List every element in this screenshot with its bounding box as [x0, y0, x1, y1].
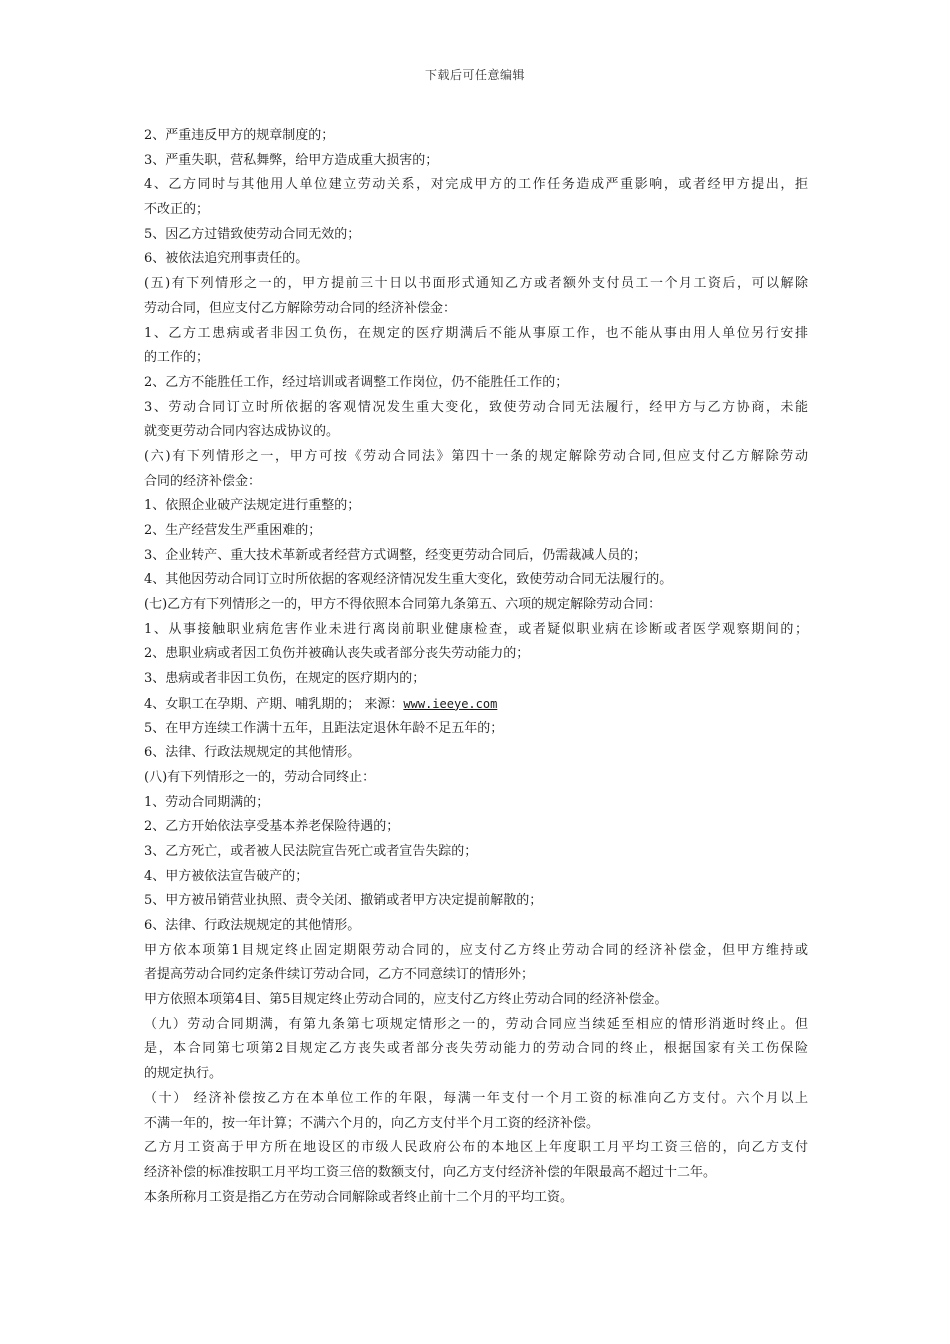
line-text: 的规定执行。: [144, 1066, 223, 1082]
text-line: [144, 272, 808, 297]
page-header: 下载后可任意编辑: [424, 68, 525, 82]
line-text: 甲方依照本项第4目、第5目规定终止劳动合同的，应支付乙方终止劳动合同的经济补偿金。: [144, 992, 668, 1008]
text-line: [144, 840, 808, 865]
line-text: 5、因乙方过错致使劳动合同无效的；: [144, 226, 361, 242]
line-text: (六)有下列情形之一，甲方可按《劳动合同法》第四十一条的规定解除劳动合同,但应支付乙方解除劳动: [144, 448, 808, 464]
line-text: 5、甲方被吊销营业执照、责令关闭、撤销或者甲方决定提前解散的；: [144, 893, 543, 909]
text-line: [144, 519, 808, 544]
line-text: 甲方依本项第1目规定终止固定期限劳动合同的，应支付乙方终止劳动合同的经济补偿金，但甲方维持或: [144, 942, 808, 958]
line-text: (五)有下列情形之一的，甲方提前三十日以书面形式通知乙方或者额外支付员工一个月工资后，可以解除: [144, 276, 808, 292]
line-text: 1、劳动合同期满的；: [144, 794, 270, 810]
line-text: 的工作的；: [144, 350, 210, 366]
text-line: [144, 124, 808, 149]
line-text: 2、严重违反甲方的规章制度的；: [144, 128, 335, 143]
text-line: [144, 544, 808, 569]
line-text: 本条所称月工资是指乙方在劳动合同解除或者终止前十二个月的平均工资。: [144, 1189, 574, 1205]
text-line: [144, 667, 808, 692]
line-text: 经济补偿的标准按职工月平均工资三倍的数额支付，向乙方支付经济补偿的年限最高不超过十二年。: [144, 1164, 717, 1180]
line-text: 2、乙方开始依法享受基本养老保险待遇的；: [144, 819, 400, 835]
text-line: [144, 371, 808, 396]
text-line: [144, 297, 808, 322]
text-line: [144, 1112, 808, 1137]
text-line: [144, 988, 808, 1013]
text-line: [144, 692, 808, 717]
line-text: （十） 经济补偿按乙方在本单位工作的年限，每满一年支付一个月工资的标准向乙方支付。六个月以上: [144, 1090, 808, 1106]
text-line: [144, 815, 808, 840]
text-line: [144, 963, 808, 988]
text-line: [144, 1136, 808, 1161]
text-line: [144, 791, 808, 816]
line-text: 4、甲方被依法宣告破产的；: [144, 868, 309, 884]
line-text: 3、企业转产、重大技术革新或者经营方式调整，经变更劳动合同后，仍需裁减人员的；: [144, 547, 647, 563]
line-text: 2、乙方不能胜任工作，经过培训或者调整工作岗位，仍不能胜任工作的；: [144, 374, 569, 390]
line-text: 6、被依法追究刑事责任的。: [144, 251, 309, 267]
document-body: [144, 124, 808, 1210]
line-text: 4、其他因劳动合同订立时所依据的客观经济情况发生重大变化，致使劳动合同无法履行的。: [144, 572, 673, 588]
line-text: 1、乙方工患病或者非因工负伤，在规定的医疗期满后不能从事原工作，也不能从事由用人单位另行安排: [144, 325, 808, 341]
line-text: 劳动合同，但应支付乙方解除劳动合同的经济补偿金：: [144, 300, 457, 316]
line-text: 合同的经济补偿金：: [144, 473, 262, 489]
text-line: [144, 396, 808, 421]
text-line: [144, 223, 808, 248]
text-line: [144, 865, 808, 890]
text-line: [144, 470, 808, 495]
text-line: [144, 173, 808, 198]
line-text: 1、从事接触职业病危害作业未进行离岗前职业健康检查，或者疑似职业病在诊断或者医学观察期间的；: [144, 621, 808, 637]
line-text: (八)有下列情形之一的，劳动合同终止：: [144, 769, 376, 785]
text-line: [144, 1062, 808, 1087]
line-text: 6、法律、行政法规规定的其他情形。: [144, 745, 361, 761]
text-line: [144, 1037, 808, 1062]
text-line: [144, 322, 808, 347]
line-text: 1、依照企业破产法规定进行重整的；: [144, 498, 361, 514]
line-text: 4、乙方同时与其他用人单位建立劳动关系，对完成甲方的工作任务造成严重影响，或者经甲方提出，拒: [144, 177, 808, 193]
line-text: 不满一年的，按一年计算；不满六个月的，向乙方支付半个月工资的经济补偿。: [144, 1115, 600, 1131]
text-line: [144, 766, 808, 791]
line-text: 6、法律、行政法规规定的其他情形。: [144, 918, 361, 933]
text-line: [144, 618, 808, 643]
text-line: [144, 247, 808, 272]
text-line: [144, 494, 808, 519]
text-line: [144, 198, 808, 223]
line-text: 乙方月工资高于甲方所在地设区的市级人民政府公布的本地区上年度职工月平均工资三倍的，向乙方支付: [144, 1140, 808, 1156]
line-text: 不改正的；: [144, 202, 210, 218]
line-text: 就变更劳动合同内容达成协议的。: [144, 424, 340, 440]
line-text: 是，本合同第七项第2目规定乙方丧失或者部分丧失劳动能力的劳动合同的终止，根据国家有关工伤保险: [144, 1041, 808, 1057]
line-text: （九）劳动合同期满，有第九条第七项规定情形之一的，劳动合同应当续延至相应的情形消逝时终止。但: [144, 1016, 808, 1032]
text-line: [144, 420, 808, 445]
text-line: [144, 568, 808, 593]
line-text: 3、乙方死亡，或者被人民法院宣告死亡或者宣告失踪的；: [144, 843, 478, 859]
line-text: 2、患职业病或者因工负伤并被确认丧失或者部分丧失劳动能力的；: [144, 646, 530, 662]
line-text: 3、患病或者非因工负伤，在规定的医疗期内的；: [144, 671, 426, 687]
text-line: [144, 741, 808, 766]
text-line: [144, 149, 808, 174]
line-text: 3、劳动合同订立时所依据的客观情况发生重大变化，致使劳动合同无法履行，经甲方与乙方协商，未能: [144, 399, 808, 415]
line-text: 5、在甲方连续工作满十五年，且距法定退休年龄不足五年的；: [144, 720, 504, 736]
line-text: 2、生产经营发生严重困难的；: [144, 523, 322, 538]
text-line: [144, 1186, 808, 1211]
line-text: 3、严重失职，营私舞弊，给甲方造成重大损害的；: [144, 152, 439, 168]
text-line: [144, 346, 808, 371]
text-line: [144, 889, 808, 914]
text-line: [144, 1013, 808, 1038]
text-line: [144, 1161, 808, 1186]
text-line: [144, 445, 808, 470]
text-line: [144, 914, 808, 939]
line-text: 者提高劳动合同约定条件续订劳动合同，乙方不同意续订的情形外；: [144, 967, 535, 983]
text-line: [144, 717, 808, 742]
text-line: [144, 1087, 808, 1112]
text-line: [144, 642, 808, 667]
text-line: [144, 593, 808, 618]
line-text: (七)乙方有下列情形之一的，甲方不得依照本合同第九条第五、六项的规定解除劳动合同：: [144, 597, 662, 613]
line-text: 4、女职工在孕期、产期、哺乳期的； 来源：: [144, 696, 404, 712]
text-line: [144, 939, 808, 964]
source-link[interactable]: www.ieeye.com: [403, 696, 498, 711]
